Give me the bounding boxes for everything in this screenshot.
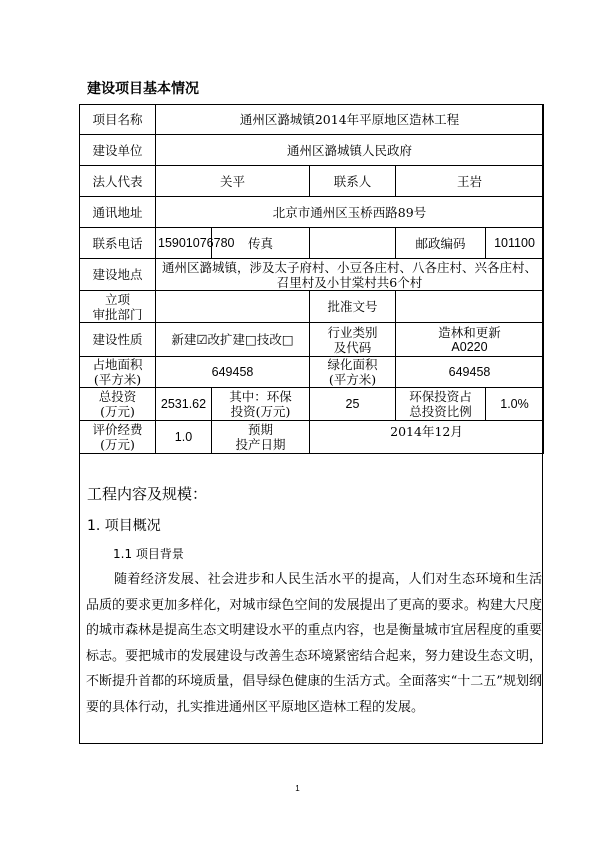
approval-dept-label-line1: 立项 xyxy=(104,291,130,307)
start-date-value: 2014年12月 xyxy=(310,421,544,454)
contact-value: 王岩 xyxy=(396,166,544,197)
section-title: 工程内容及规模： xyxy=(87,485,208,503)
fax-label: 传真 xyxy=(212,228,310,259)
env-invest-label-line2: 投资(万元) xyxy=(230,404,291,419)
site-value: 通州区潞城镇，涉及太子府村、小豆各庄村、八各庄村、兴各庄村、召里村及小甘棠村共6个村 xyxy=(156,259,544,291)
approval-dept-label xyxy=(80,291,156,323)
invest-label xyxy=(80,388,156,421)
contact-label: 联系人 xyxy=(310,166,396,197)
fax-value xyxy=(310,228,396,259)
green-area-label xyxy=(310,357,396,388)
postcode-label: 邮政编码 xyxy=(396,228,486,259)
env-invest-label xyxy=(212,388,310,421)
env-ratio-label-line1: 环保投资占 xyxy=(409,389,472,404)
area-label-line1: 占地面积 xyxy=(92,357,143,372)
nature-value: 新建☑改扩建□技改□ xyxy=(156,323,310,357)
industry-label xyxy=(310,323,396,357)
eval-fee-label xyxy=(80,421,156,454)
env-invest-value: 25 xyxy=(310,388,396,421)
env-invest-label-line1: 其中：环保 xyxy=(229,389,292,404)
start-date-label xyxy=(212,421,310,454)
project-name-value: 通州区潞城镇2014年平原地区造林工程 xyxy=(156,105,544,135)
area-label-line2: (平方米) xyxy=(93,372,142,387)
industry-label-line1: 行业类别 xyxy=(327,324,378,340)
site-label: 建设地点 xyxy=(80,259,156,291)
invest-label-line1: 总投资 xyxy=(98,389,137,404)
industry-label-line2: 及代码 xyxy=(333,339,372,355)
section-1-heading: 1. 项目概况 xyxy=(87,518,161,534)
env-ratio-label-line2: 总投资比例 xyxy=(409,404,472,419)
postcode-value: 101100 xyxy=(486,228,544,259)
legal-rep-value: 关平 xyxy=(156,166,310,197)
basic-info-table xyxy=(79,104,544,454)
eval-fee-value: 1.0 xyxy=(156,421,212,454)
env-ratio-label xyxy=(396,388,486,421)
area-value: 649458 xyxy=(156,357,310,388)
invest-value: 2531.62 xyxy=(156,388,212,421)
approval-dept-value xyxy=(156,291,310,323)
eval-fee-label-line1: 评价经费 xyxy=(92,422,143,437)
approval-no-label: 批准文号 xyxy=(310,291,396,323)
approval-no-value xyxy=(396,291,544,323)
env-ratio-value: 1.0% xyxy=(486,388,544,421)
industry-value-line1: 造林和更新 xyxy=(438,324,501,340)
nature-label: 建设性质 xyxy=(80,323,156,357)
start-date-label-line1: 预期 xyxy=(247,422,273,437)
green-area-label-line1: 绿化面积 xyxy=(327,357,378,372)
start-date-label-line2: 投产日期 xyxy=(235,437,286,452)
area-label xyxy=(80,357,156,388)
invest-label-line2: (万元) xyxy=(100,404,135,419)
green-area-label-line2: (平方米) xyxy=(328,372,377,387)
phone-label: 联系电话 xyxy=(80,228,156,259)
page-number: 1 xyxy=(295,784,300,793)
eval-fee-label-line2: (万元) xyxy=(100,437,135,452)
industry-value-line2: A0220 xyxy=(451,339,488,354)
subsection-1-1-heading: 1.1 项目背景 xyxy=(113,547,184,561)
legal-rep-label: 法人代表 xyxy=(80,166,156,197)
green-area-value: 649458 xyxy=(396,357,544,388)
builder-label: 建设单位 xyxy=(80,135,156,166)
approval-dept-label-line2: 审批部门 xyxy=(92,306,143,322)
phone-value: 15901076780 xyxy=(156,228,212,259)
address-label: 通讯地址 xyxy=(80,197,156,228)
background-paragraph: 随着经济发展、社会进步和人民生活水平的提高，人们对生态环境和生活品质的要求更加多样化，对城市绿色空间的发展提出了更高的要求。构建大尺度的城市森林是提高生态文明建设水平的重点内容，也是衡量城市宜居程度的重要标志。要把城市的发展建设与改善生态环境紧密结合起来，努力建设生态文明，不断提升首都的环境质量，倡导绿色健康的生活方式。全面落实“十二五”规划纲要的具体行动，扎实推进通州区平原地区造林工程的发展。 xyxy=(86,572,542,715)
industry-value xyxy=(396,323,544,357)
project-name-label: 项目名称 xyxy=(80,105,156,135)
page-title: 建设项目基本情况 xyxy=(87,81,199,97)
builder-value: 通州区潞城镇人民政府 xyxy=(156,135,544,166)
address-value: 北京市通州区玉桥西路89号 xyxy=(156,197,544,228)
